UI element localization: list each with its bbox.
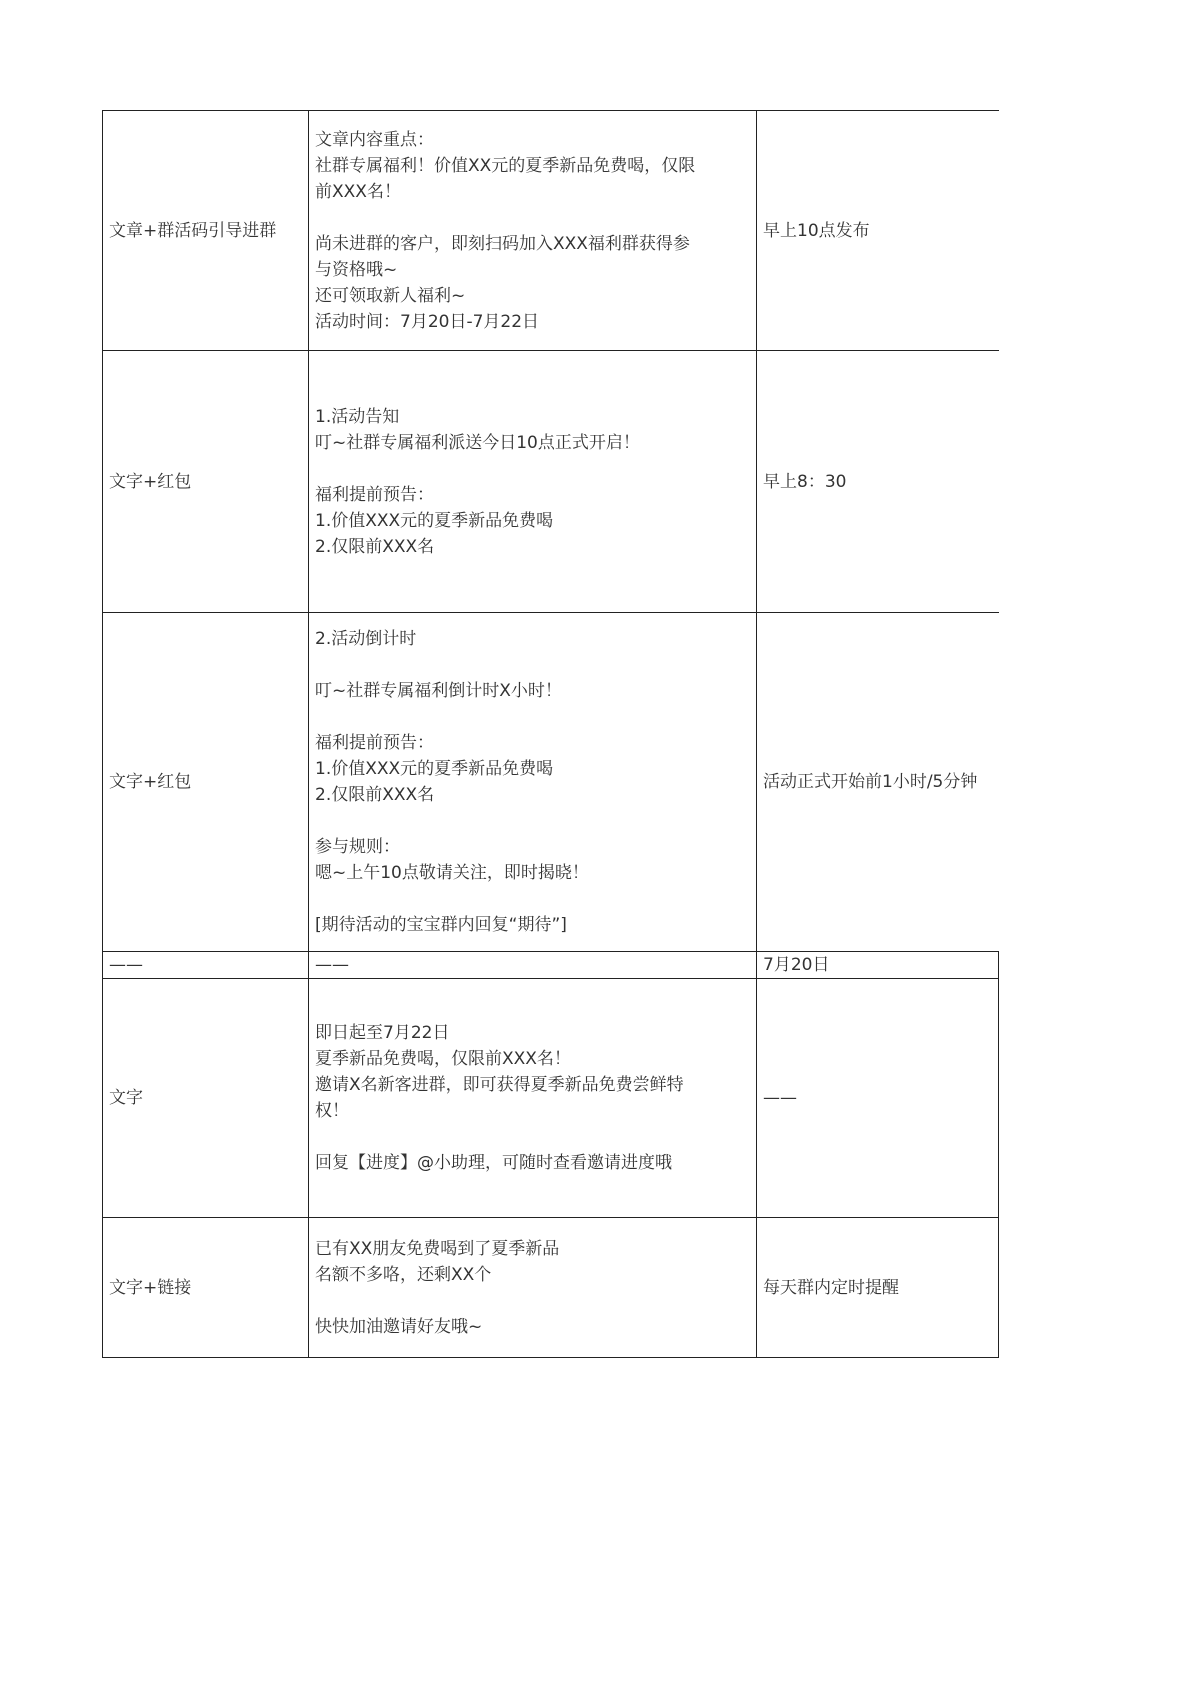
community-campaign-table: [102, 110, 999, 1358]
date-divider-row: [103, 952, 999, 979]
content-text: 1.活动告知 叮~社群专属福利派送今日10点正式开启！ 福利提前预告： 1.价值XXX元的夏季新品免费喝 2.仅限前XXX名: [315, 406, 640, 557]
format-cell: [103, 351, 309, 613]
format-cell: [103, 111, 309, 351]
content-text: 即日起至7月22日 夏季新品免费喝，仅限前XXX名！ 邀请X名新客进群，即可获得夏季新品免费尝鲜特 权！ 回复【进度】@小助理，可随时查看邀请进度哦: [315, 1023, 684, 1173]
content-cell: [309, 1218, 757, 1358]
table-row: [103, 613, 999, 952]
content-cell: [309, 979, 757, 1218]
timing-text: 早上8：30: [763, 471, 847, 492]
table-row: [103, 351, 999, 613]
date-text: 7月20日: [763, 955, 830, 975]
schedule-sheet: [102, 110, 998, 1358]
format-cell: [103, 1218, 309, 1358]
content-text: 文章内容重点： 社群专属福利！价值XX元的夏季新品免费喝，仅限 前XXX名！ 尚未进群的客户，即刻扫码加入XXX福利群获得参 与资格哦~ 还可领取新人福利~ 活动时间：7月20日-7月22日: [315, 129, 696, 332]
timing-cell: [757, 351, 999, 613]
table-row: [103, 1218, 999, 1358]
date-cell: [757, 952, 999, 979]
timing-cell: [757, 979, 999, 1218]
timing-text: 活动正式开始前1小时/5分钟: [763, 772, 978, 792]
content-cell: [309, 351, 757, 613]
timing-cell: [757, 1218, 999, 1358]
timing-text: 早上10点发布: [763, 220, 870, 241]
format-label: 文字+红包: [109, 471, 192, 492]
format-label: 文章+群活码引导进群: [109, 220, 277, 241]
format-cell: [103, 613, 309, 952]
timing-cell: [757, 613, 999, 952]
content-cell: [309, 613, 757, 952]
content-text: 2.活动倒计时 叮~社群专属福利倒计时X小时！ 福利提前预告： 1.价值XXX元的夏季新品免费喝 2.仅限前XXX名 参与规则： 嗯~上午10点敬请关注，即时揭晓！ [期待活动的宝宝群内回复“期待”]: [315, 629, 589, 935]
format-cell: [103, 952, 309, 979]
table-row: [103, 979, 999, 1218]
table-row: [103, 111, 999, 351]
format-label: 文字: [109, 1088, 143, 1108]
timing-text: 每天群内定时提醒: [763, 1277, 899, 1298]
format-label: 文字+链接: [109, 1277, 192, 1298]
timing-text: ——: [763, 1088, 797, 1108]
content-cell: [309, 111, 757, 351]
content-cell: [309, 952, 757, 979]
timing-cell: [757, 111, 999, 351]
format-label: 文字+红包: [109, 772, 192, 792]
format-cell: [103, 979, 309, 1218]
dash-placeholder: ——: [315, 955, 349, 975]
content-text: 已有XX朋友免费喝到了夏季新品 名额不多咯，还剩XX个 快快加油邀请好友哦~: [315, 1238, 560, 1337]
dash-placeholder: ——: [109, 955, 143, 975]
